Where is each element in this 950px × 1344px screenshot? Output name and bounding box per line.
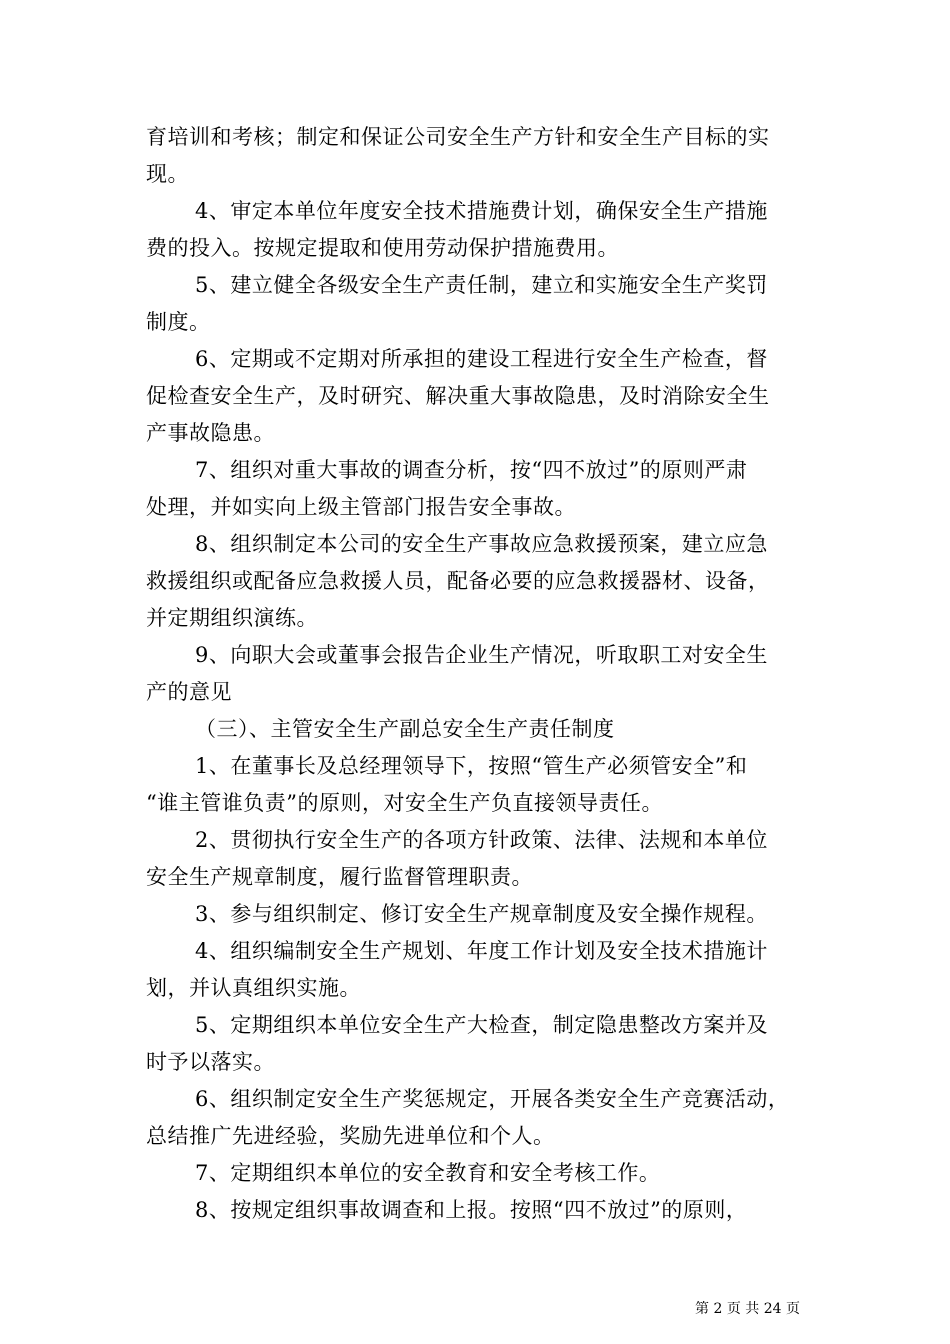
text-line: 1、在董事长及总经理领导下，按照“管生产必须管安全”和 <box>195 754 748 778</box>
text-line: 3、参与组织制定、修订安全生产规章制度及安全操作规程。 <box>195 902 768 926</box>
text-line: 4、组织编制安全生产规划、年度工作计划及安全技术措施计 <box>195 939 768 963</box>
text-line: 时予以落实。 <box>146 1050 275 1074</box>
text-line: 安全生产规章制度，履行监督管理职责。 <box>146 865 533 889</box>
page-number-footer: 第 2 页 共 24 页 <box>695 1301 800 1317</box>
text-line: 5、定期组织本单位安全生产大检查，制定隐患整改方案并及 <box>195 1013 768 1037</box>
text-line: “谁主管谁负责”的原则，对安全生产负直接领导责任。 <box>146 791 663 815</box>
text-line: 处理，并如实向上级主管部门报告安全事故。 <box>146 495 576 519</box>
text-line: 划，并认真组织实施。 <box>146 976 361 1000</box>
text-line: 产事故隐患。 <box>146 421 275 445</box>
text-line: 6、组织制定安全生产奖惩规定，开展各类安全生产竞赛活动， <box>195 1087 790 1111</box>
text-line: 7、组织对重大事故的调查分析，按“四不放过”的原则严肃 <box>195 458 748 482</box>
text-line: 育培训和考核；制定和保证公司安全生产方针和安全生产目标的实 <box>146 125 770 149</box>
text-line: 5、建立健全各级安全生产责任制，建立和实施安全生产奖罚 <box>195 273 768 297</box>
text-line: 现。 <box>146 162 189 186</box>
section-heading: （三）、主管安全生产副总安全生产责任制度 <box>195 717 615 741</box>
text-line: 9、向职大会或董事会报告企业生产情况，听取职工对安全生 <box>195 643 768 667</box>
text-line: 救援组织或配备应急救援人员，配备必要的应急救援器材、设备， <box>146 569 770 593</box>
text-line: 制度。 <box>146 310 211 334</box>
text-line: 4、审定本单位年度安全技术措施费计划，确保安全生产措施 <box>195 199 768 223</box>
text-line: 产的意见 <box>146 680 232 704</box>
text-line: 总结推广先进经验，奖励先进单位和个人。 <box>146 1124 555 1148</box>
text-line: 并定期组织演练。 <box>146 606 318 630</box>
text-line: 费的投入。按规定提取和使用劳动保护措施费用。 <box>146 236 619 260</box>
text-line: 2、贯彻执行安全生产的各项方针政策、法律、法规和本单位 <box>195 828 768 852</box>
text-line: 促检查安全生产，及时研究、解决重大事故隐患，及时消除安全生 <box>146 384 770 408</box>
text-line: 6、定期或不定期对所承担的建设工程进行安全生产检查，督 <box>195 347 768 371</box>
text-line: 7、定期组织本单位的安全教育和安全考核工作。 <box>195 1161 661 1185</box>
text-line: 8、组织制定本公司的安全生产事故应急救援预案，建立应急 <box>195 532 768 556</box>
text-line: 8、按规定组织事故调查和上报。按照“四不放过”的原则， <box>195 1198 748 1222</box>
